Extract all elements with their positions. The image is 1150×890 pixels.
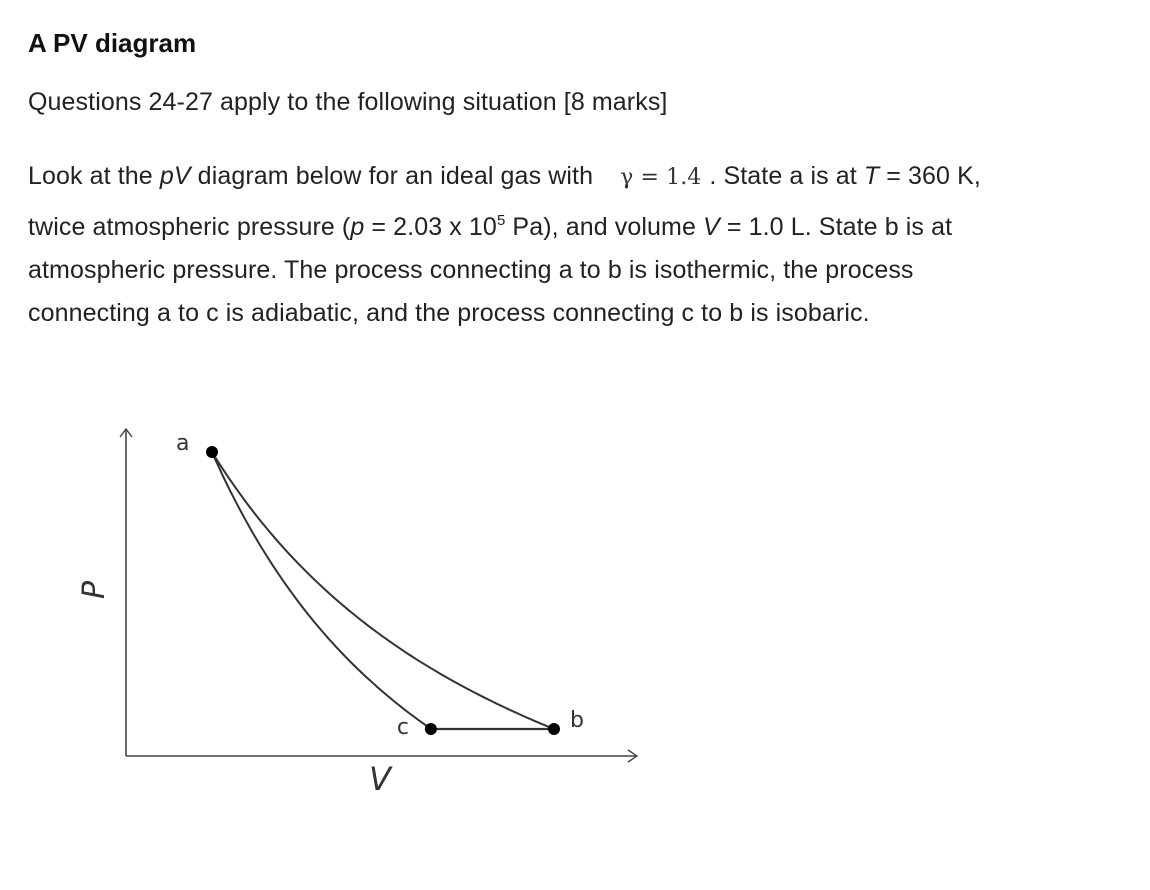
volume-symbol: V [703,213,720,241]
problem-line-4: connecting a to c is adiabatic, and the process connecting c to b is isobaric. [28,299,870,327]
point-label-c: c [396,715,409,740]
problem-text: = 1.0 L. State b is at [719,213,953,241]
problem-text: diagram below for an ideal gas with [190,162,601,190]
y-axis-label: P [77,580,112,600]
problem-text: = 360 K, [879,162,981,190]
x-axis-label: V [369,760,391,798]
pv-symbol: pV [159,162,191,190]
state-point-c [425,723,437,735]
problem-text: twice atmospheric pressure ( [28,213,351,241]
problem-text: Pa), and volume [505,213,704,241]
adiabatic-curve-a-to-c [212,452,431,729]
question-intro: Questions 24-27 apply to the following situation [8 marks] [28,88,668,116]
temperature-symbol: T [863,162,880,190]
state-point-a [206,446,218,458]
problem-text: = 2.03 x 10 [364,213,497,241]
state-point-b [548,723,560,735]
isothermal-curve-a-to-b [212,452,554,729]
point-label-a: a [176,431,190,456]
problem-line-3: atmospheric pressure. The process connecting a to b is isothermic, the process [28,256,914,284]
pressure-symbol: p [350,213,365,241]
gamma-equation: γ = 1.4 [620,165,702,190]
problem-text: Look at the [28,162,160,190]
problem-text: . State a is at [709,162,864,190]
page-title: A PV diagram [28,28,197,58]
exponent: 5 [496,212,506,229]
point-label-b: b [570,708,584,733]
